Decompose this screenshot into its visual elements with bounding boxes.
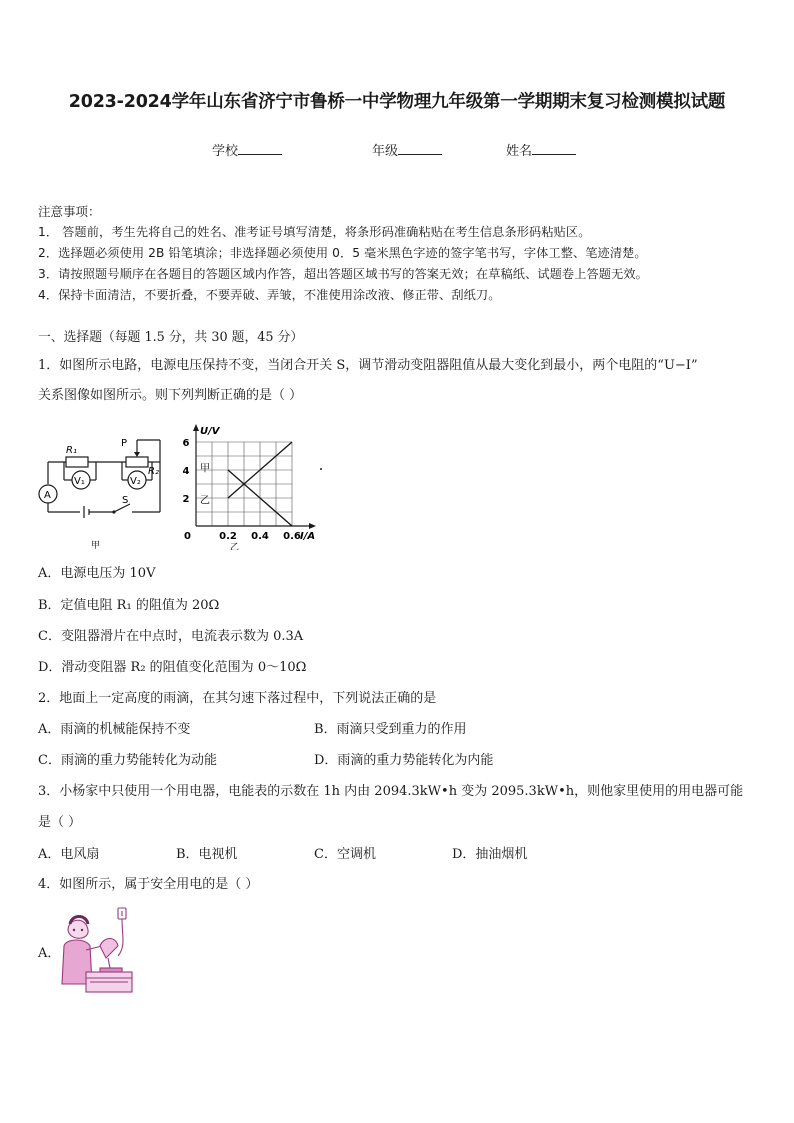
resistor-r1 [66,457,88,467]
q1-stem-line2: 关系图像如图所示。则下列判断正确的是（ ） [38,388,303,403]
circuit-diagram [36,436,166,552]
q4-option-a-label: A． [38,946,61,961]
graph-caption: 乙 [230,543,240,550]
x-tick-label: 0.4 [251,531,269,542]
lamp-touch-illustration [56,906,136,996]
name-blank [532,142,576,155]
notice-item: 4．保持卡面清洁，不要折叠，不要弄破、弄皱，不准使用涂改液、修正带、刮纸刀。 [38,288,501,302]
section-heading: 一、选择题（每题 1.5 分，共 30 题，45 分） [38,330,304,345]
q4-stem: 4．如图所示，属于安全用电的是（ ） [38,877,259,892]
school-label: 学校 [212,144,239,159]
q2-stem: 2．地面上一定高度的雨滴，在其匀速下落过程中，下列说法正确的是 [38,691,437,706]
grade-blank [398,142,442,155]
q3-option-c: C．空调机 [314,847,376,862]
q3-option-d: D．抽油烟机 [452,847,528,862]
notice-heading: 注意事项： [38,204,101,219]
grade-label: 年级 [372,144,399,159]
notice-item: 3．请按照题号顺序在各题目的答题区域内作答，超出答题区域书写的答案无效；在草稿纸、试题卷上答题无效。 [38,267,648,281]
ammeter-label: A [44,490,51,501]
circuit-caption: 甲 [91,541,101,551]
ui-graph [176,418,326,550]
name-label: 姓名 [506,144,533,159]
v1-label: V₁ [74,476,85,487]
y-axis-label: U/V [200,426,220,437]
name-field [506,140,576,159]
switch-label: S [122,495,129,506]
r1-label: R₁ [66,445,77,456]
q3-option-b: B．电视机 [176,847,238,862]
y-tick-label: 2 [182,494,190,505]
q1-stem-line1: 1．如图所示电路，电源电压保持不变，当闭合开关 S，调节滑动变阻器阻值从最大变化到最小，两个电阻的“U−I” [38,358,698,373]
page-title: 2023-2024学年山东省济宁市鲁桥一中学物理九年级第一学期期末复习检测模拟试题 [68,92,726,112]
q1-option-b: B．定值电阻 R₁ 的阻值为 20Ω [38,598,220,613]
y-axis-arrow [193,424,199,431]
q1-option-d: D．滑动变阻器 R₂ 的阻值变化范围为 0～10Ω [38,660,307,675]
x-tick-label: 0.2 [219,531,237,542]
school-field [212,140,282,159]
q3-stem-line1: 3．小杨家中只使用一个用电器，电能表的示数在 1h 内由 2094.3kW•h 变为 2095.3kW•h，则他家里使用的用电器可能 [38,784,744,799]
q2-option-c: C．雨滴的重力势能转化为动能 [38,753,217,768]
x-axis-label: I/A [300,531,316,542]
lamp-shade [100,939,118,959]
q2-option-b: B．雨滴只受到重力的作用 [314,722,467,737]
resistor-r2 [126,457,148,467]
q2-option-d: D．雨滴的重力势能转化为内能 [314,753,494,768]
line-yi-label: 乙 [200,495,210,507]
y-tick-label: 6 [182,438,190,449]
notice-item: 1． 答题前，考生先将自己的姓名、准考证号填写清楚，将条形码准确粘贴在考生信息条形码粘贴区。 [38,225,591,239]
school-blank [238,142,282,155]
q1-option-a: A．电源电压为 10V [38,566,156,581]
stray-dot [320,468,322,470]
y-tick-label: 4 [182,466,190,477]
v2-label: V₂ [130,476,141,487]
q3-stem-line2: 是（ ） [38,815,82,830]
x-tick-label: 0.6 [283,531,301,542]
r2-label: R₂ [148,466,159,477]
q1-option-c: C．变阻器滑片在中点时，电流表示数为 0.3A [38,629,304,644]
q3-option-a: A．电风扇 [38,847,100,862]
line-jia-label: 甲 [200,463,210,475]
grade-field [372,140,442,159]
q2-option-a: A．雨滴的机械能保持不变 [38,722,191,737]
notice-item: 2．选择题必须使用 2B 铅笔填涂；非选择题必须使用 0．5 毫米黑色字迹的签字笔书写，字体工整、笔迹清楚。 [38,246,647,260]
x-axis-arrow [309,523,316,529]
p-label: P [121,438,128,449]
origin-label: 0 [184,531,191,542]
